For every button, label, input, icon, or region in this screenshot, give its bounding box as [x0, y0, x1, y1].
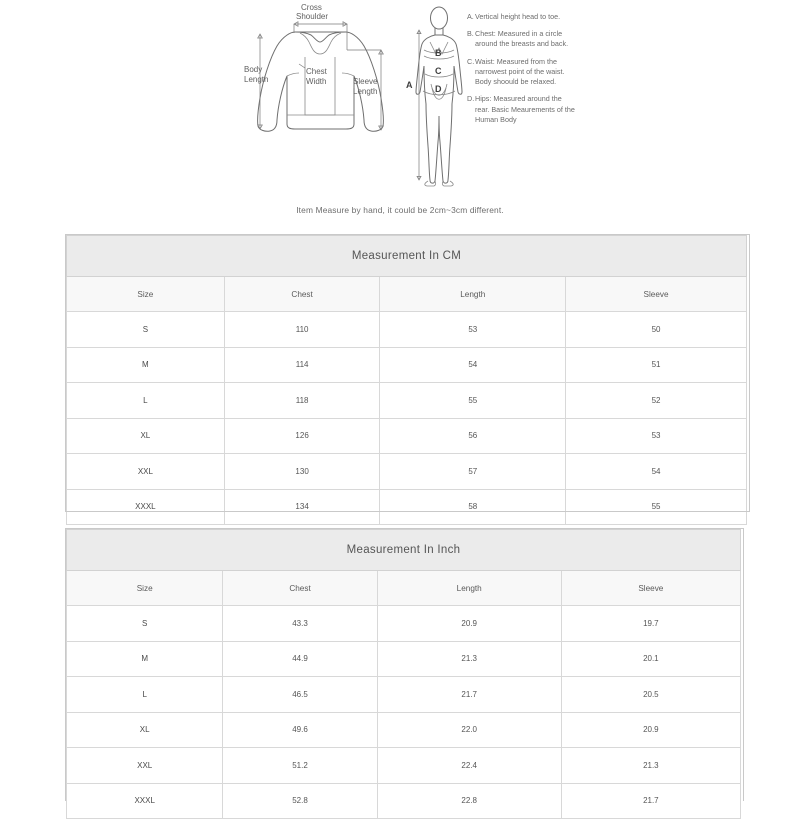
size-table-cm	[66, 235, 747, 525]
cell-length: 20.9	[377, 606, 561, 642]
table-row	[67, 418, 747, 454]
human-body-diagram	[404, 4, 474, 194]
cell-sleeve: 53	[566, 418, 747, 454]
body-diagram-svg	[404, 4, 474, 194]
table-row	[67, 606, 741, 642]
table-row	[67, 712, 741, 748]
cell-size: XXL	[67, 748, 223, 784]
description-a	[467, 12, 575, 22]
cell-sleeve: 51	[566, 347, 747, 383]
cell-sleeve: 21.3	[561, 748, 740, 784]
cell-length: 21.3	[377, 641, 561, 677]
measurement-note: Item Measure by hand, it could be 2cm~3cm different.	[296, 205, 504, 215]
cell-sleeve: 19.7	[561, 606, 740, 642]
label-body-length-line2: Length	[244, 75, 269, 84]
cell-length: 55	[380, 383, 566, 419]
description-b-text: Chest: Measured in a circle around the breasts and back.	[475, 29, 569, 49]
description-d-letter: D.	[467, 94, 475, 104]
column-header-chest: Chest	[224, 277, 380, 312]
cell-size: L	[67, 677, 223, 713]
table-title-cm: Measurement In CM	[67, 236, 747, 277]
cell-size: S	[67, 606, 223, 642]
body-marker-d: D	[435, 84, 442, 94]
cell-size: M	[67, 641, 223, 677]
body-marker-a: A	[406, 80, 413, 90]
cell-size: S	[67, 312, 225, 348]
cell-size: XXL	[67, 454, 225, 490]
table-row	[67, 347, 747, 383]
cell-sleeve: 20.5	[561, 677, 740, 713]
cell-sleeve: 21.7	[561, 783, 740, 819]
table-title-inch: Measurement In Inch	[67, 530, 741, 571]
table-title-row	[67, 236, 747, 277]
table-row	[67, 641, 741, 677]
cell-chest: 126	[224, 418, 380, 454]
table-header-row	[67, 571, 741, 606]
cell-chest: 130	[224, 454, 380, 490]
label-cross-shoulder-line1: Cross	[301, 3, 322, 12]
diagram-area	[0, 0, 800, 215]
cell-sleeve: 54	[566, 454, 747, 490]
table-header-row	[67, 277, 747, 312]
cell-chest: 49.6	[223, 712, 377, 748]
cell-sleeve: 52	[566, 383, 747, 419]
table-row	[67, 489, 747, 525]
column-header-size: Size	[67, 277, 225, 312]
description-d-text: Hips: Measured around the rear. Basic Meaurements of the Human Body	[475, 94, 575, 124]
body-marker-c: C	[435, 66, 442, 76]
column-header-sleeve: Sleeve	[566, 277, 747, 312]
table-row	[67, 748, 741, 784]
description-b	[467, 29, 575, 49]
cell-length: 22.4	[377, 748, 561, 784]
cell-chest: 52.8	[223, 783, 377, 819]
description-a-text: Vertical height head to toe.	[475, 12, 561, 21]
cell-sleeve: 50	[566, 312, 747, 348]
column-header-sleeve: Sleeve	[561, 571, 740, 606]
cell-size: XXXL	[67, 783, 223, 819]
cell-size: M	[67, 347, 225, 383]
garment-measurement-diagram	[243, 2, 398, 147]
description-a-letter: A.	[467, 12, 474, 21]
cell-sleeve: 55	[566, 489, 747, 525]
label-cross-shoulder-line2: Shoulder	[296, 12, 329, 21]
label-chest-width-line1: Chest	[306, 67, 327, 76]
column-header-chest: Chest	[223, 571, 377, 606]
cell-sleeve: 20.1	[561, 641, 740, 677]
cell-chest: 110	[224, 312, 380, 348]
cell-chest: 43.3	[223, 606, 377, 642]
cell-size: XL	[67, 712, 223, 748]
cell-chest: 134	[224, 489, 380, 525]
description-c	[467, 57, 575, 88]
cell-length: 58	[380, 489, 566, 525]
measurement-descriptions	[467, 12, 575, 132]
description-c-text: Waist: Measured from the narrowest point of the waist. Body shoould be relaxed.	[475, 56, 565, 87]
description-d	[467, 94, 575, 125]
size-table-inch	[66, 529, 741, 819]
cell-length: 22.8	[377, 783, 561, 819]
label-sleeve-length-line1: Sleeve	[353, 77, 378, 86]
cell-sleeve: 20.9	[561, 712, 740, 748]
table-row	[67, 454, 747, 490]
cell-chest: 51.2	[223, 748, 377, 784]
cell-chest: 118	[224, 383, 380, 419]
cell-chest: 114	[224, 347, 380, 383]
description-c-letter: C.	[467, 56, 475, 66]
cell-size: XXXL	[67, 489, 225, 525]
cell-size: L	[67, 383, 225, 419]
column-header-length: Length	[380, 277, 566, 312]
table-row	[67, 677, 741, 713]
cell-length: 53	[380, 312, 566, 348]
cell-chest: 44.9	[223, 641, 377, 677]
body-marker-b: B	[435, 48, 442, 58]
label-chest-width-line2: Width	[306, 77, 327, 86]
column-header-length: Length	[377, 571, 561, 606]
table-row	[67, 383, 747, 419]
table-row	[67, 783, 741, 819]
garment-diagram-svg	[243, 2, 398, 147]
cell-chest: 46.5	[223, 677, 377, 713]
cell-length: 54	[380, 347, 566, 383]
description-b-letter: B.	[467, 29, 474, 39]
cell-length: 22.0	[377, 712, 561, 748]
label-body-length-line1: Body	[244, 65, 263, 74]
cell-size: XL	[67, 418, 225, 454]
column-header-size: Size	[67, 571, 223, 606]
cell-length: 56	[380, 418, 566, 454]
label-sleeve-length-line2: Length	[353, 87, 378, 96]
cell-length: 21.7	[377, 677, 561, 713]
table-title-row	[67, 530, 741, 571]
cell-length: 57	[380, 454, 566, 490]
table-row	[67, 312, 747, 348]
